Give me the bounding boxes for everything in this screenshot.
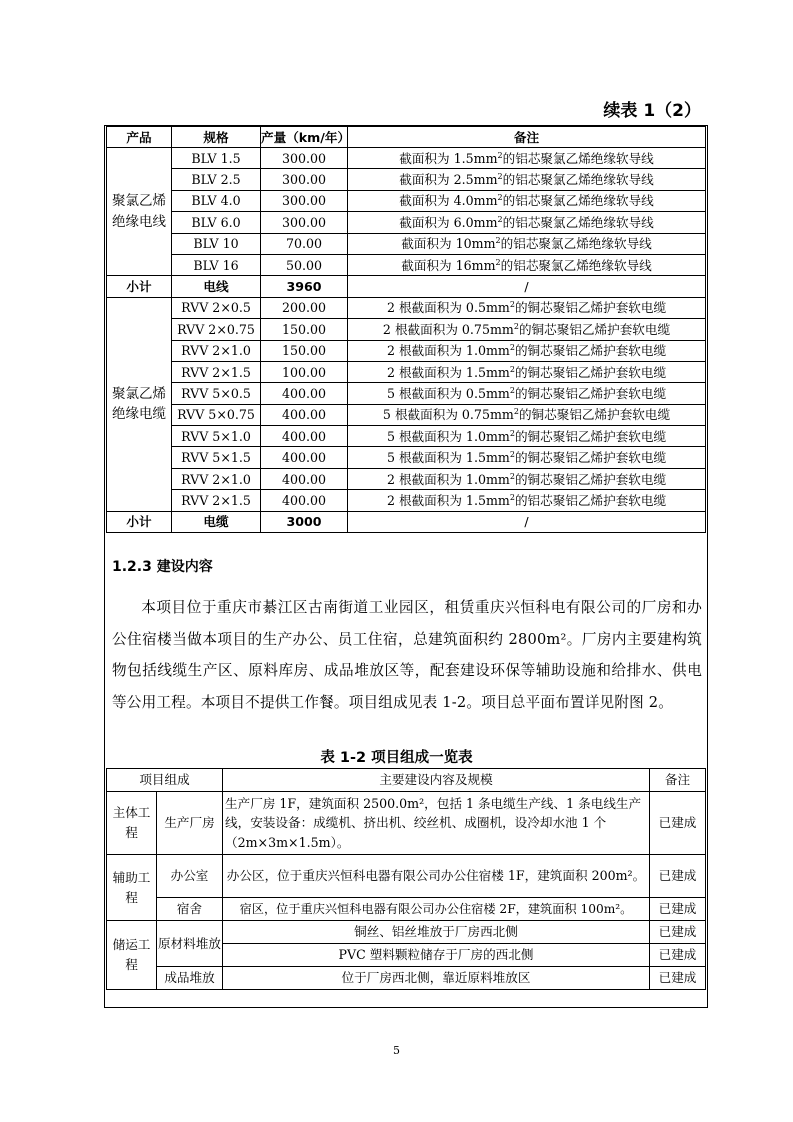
- spec-cell: RVV 2×1.5: [172, 490, 261, 511]
- qty-cell: 400.00: [261, 447, 348, 468]
- table-row: [107, 254, 706, 275]
- table-row: [107, 212, 706, 233]
- header-cell: 产品: [107, 127, 172, 148]
- note-cell: 截面积为 $16mm^2$的铝芯聚氯乙烯绝缘软导线: [348, 254, 706, 275]
- desc-cell: 办公区，位于重庆兴恒科电器有限公司办公住宿楼 1F，建筑面积 200m²。: [223, 855, 650, 898]
- note-cell: 已建成: [650, 944, 706, 967]
- item-cell: 原材料堆放: [157, 921, 223, 967]
- qty-cell: 150.00: [261, 340, 348, 361]
- spec-cell: RVV 2×0.5: [172, 297, 261, 318]
- spec-cell: BLV 1.5: [172, 148, 261, 169]
- table-row: [107, 148, 706, 169]
- desc-cell: PVC 塑料颗粒储存于厂房的西北侧: [223, 944, 650, 967]
- subtotal-qty: 3000: [261, 511, 348, 532]
- note-cell: 5 根截面积为 $0.5mm^2$的铜芯聚铝乙烯护套软电缆: [348, 383, 706, 404]
- qty-cell: 300.00: [261, 212, 348, 233]
- spec-cell: BLV 6.0: [172, 212, 261, 233]
- spec-cell: RVV 2×1.5: [172, 361, 261, 382]
- table-row: [107, 921, 706, 944]
- spec-cell: RVV 2×1.0: [172, 340, 261, 361]
- table-row: [107, 340, 706, 361]
- subtotal-note: /: [348, 511, 706, 532]
- spec-cell: RVV 2×0.75: [172, 319, 261, 340]
- product-cell: 聚氯乙烯 绝缘电线: [107, 148, 172, 276]
- table-header-row: [107, 127, 706, 148]
- subtotal-note: /: [348, 276, 706, 297]
- category-cell: 储运工程: [107, 921, 157, 990]
- note-cell: 5 根截面积为 $1.0mm^2$的铜芯聚铝乙烯护套软电缆: [348, 426, 706, 447]
- header-cell: 项目组成: [107, 769, 223, 792]
- note-cell: 已建成: [650, 898, 706, 921]
- note-cell: 已建成: [650, 967, 706, 990]
- desc-cell: 位于厂房西北侧，靠近原料堆放区: [223, 967, 650, 990]
- cable-group: [107, 297, 706, 511]
- table-row: [107, 169, 706, 190]
- qty-cell: 400.00: [261, 383, 348, 404]
- note-cell: 2 根截面积为 $1.5mm^2$的铝芯聚铝乙烯护套软电缆: [348, 490, 706, 511]
- spec-cell: RVV 5×0.75: [172, 404, 261, 425]
- cable-subtotal-row: [107, 511, 706, 532]
- note-cell: 已建成: [650, 855, 706, 898]
- qty-cell: 400.00: [261, 490, 348, 511]
- spec-cell: RVV 5×0.5: [172, 383, 261, 404]
- page-number: 5: [393, 1044, 400, 1057]
- continuation-title: 续表 1（2）: [603, 101, 701, 121]
- qty-cell: 100.00: [261, 361, 348, 382]
- spec-cell: BLV 2.5: [172, 169, 261, 190]
- desc-cell: 铜丝、铝丝堆放于厂房西北侧: [223, 921, 650, 944]
- body-paragraph: 本项目位于重庆市綦江区古南街道工业园区，租赁重庆兴恒科电有限公司的厂房和办公住宿楼当做本项目的生产办公、员工住宿，总建筑面积约 2800m²。厂房内主要建构筑物包括线缆生产区、原料库房、成品堆放区等，配套建设环保等辅助设施和给排水、供电等公用工程。本项目不提供工作餐。项目组成见表 1-2。项目总平面布置详见附图 2。: [112, 599, 702, 711]
- qty-cell: 150.00: [261, 319, 348, 340]
- table-row: [107, 190, 706, 211]
- spec-cell: RVV 2×1.0: [172, 468, 261, 489]
- subtotal-label: 小计: [107, 276, 172, 297]
- table-row: [107, 447, 706, 468]
- desc-cell: 宿区，位于重庆兴恒科电器有限公司办公住宿楼 2F，建筑面积 100m²。: [223, 898, 650, 921]
- table-row: [107, 404, 706, 425]
- product-cell: 聚氯乙烯 绝缘电缆: [107, 297, 172, 511]
- table-row: [107, 361, 706, 382]
- subtotal-label: 小计: [107, 511, 172, 532]
- wire-group: [107, 148, 706, 276]
- product-table: [106, 126, 706, 533]
- table-row: [107, 490, 706, 511]
- table-row: [107, 426, 706, 447]
- table-row: [107, 297, 706, 318]
- item-cell: 宿舍: [157, 898, 223, 921]
- table-row: [107, 383, 706, 404]
- note-cell: 5 根截面积为 $0.75mm^2$的铜芯聚铝乙烯护套软电缆: [348, 404, 706, 425]
- spec-cell: BLV 4.0: [172, 190, 261, 211]
- header-cell: 产量（km/年）: [261, 127, 348, 148]
- qty-cell: 400.00: [261, 426, 348, 447]
- qty-cell: 400.00: [261, 404, 348, 425]
- item-cell: 生产厂房: [157, 792, 223, 855]
- note-cell: 截面积为 $2.5mm^2$的铝芯聚氯乙烯绝缘软导线: [348, 169, 706, 190]
- item-cell: 成品堆放: [157, 967, 223, 990]
- note-cell: 截面积为 $4.0mm^2$的铝芯聚氯乙烯绝缘软导线: [348, 190, 706, 211]
- note-cell: 2 根截面积为 $1.5mm^2$的铜芯聚铝乙烯护套软电缆: [348, 361, 706, 382]
- note-cell: 2 根截面积为 $1.0mm^2$的铜芯聚铝乙烯护套软电缆: [348, 340, 706, 361]
- qty-cell: 300.00: [261, 169, 348, 190]
- desc-cell: 生产厂房 1F，建筑面积 2500.0m²，包括 1 条电缆生产线、1 条电线生产线，安装设备：成缆机、挤出机、绞丝机、成圈机，设冷却水池 1 个（2m×3m×1.5m）。: [223, 792, 650, 855]
- table-row: [107, 319, 706, 340]
- note-cell: 截面积为 $6.0mm^2$的铝芯聚氯乙烯绝缘软导线: [348, 212, 706, 233]
- note-cell: 截面积为 $1.5mm^2$的铝芯聚氯乙烯绝缘软导线: [348, 148, 706, 169]
- table-row: [107, 898, 706, 921]
- subtotal-qty: 3960: [261, 276, 348, 297]
- qty-cell: 200.00: [261, 297, 348, 318]
- note-cell: 已建成: [650, 921, 706, 944]
- note-cell: 截面积为 $10mm^2$的铝芯聚氯乙烯绝缘软导线: [348, 233, 706, 254]
- table-row: [107, 792, 706, 855]
- note-cell: 5 根截面积为 $1.5mm^2$的铜芯聚铝乙烯护套软电缆: [348, 447, 706, 468]
- section-heading: 1.2.3 建设内容: [112, 559, 213, 575]
- qty-cell: 300.00: [261, 190, 348, 211]
- qty-cell: 400.00: [261, 468, 348, 489]
- table-row: [107, 855, 706, 898]
- subtotal-name: 电缆: [172, 511, 261, 532]
- spec-cell: BLV 10: [172, 233, 261, 254]
- table-row: [107, 967, 706, 990]
- spec-cell: BLV 16: [172, 254, 261, 275]
- header-cell: 主要建设内容及规模: [223, 769, 650, 792]
- project-composition-table: [106, 768, 706, 990]
- spec-cell: RVV 5×1.0: [172, 426, 261, 447]
- table-row: [107, 468, 706, 489]
- header-cell: 备注: [348, 127, 706, 148]
- qty-cell: 300.00: [261, 148, 348, 169]
- table-header-row: [107, 769, 706, 792]
- note-cell: 2 根截面积为 $0.75mm^2$的铜芯聚铝乙烯护套软电缆: [348, 319, 706, 340]
- qty-cell: 70.00: [261, 233, 348, 254]
- note-cell: 已建成: [650, 792, 706, 855]
- spec-cell: RVV 5×1.5: [172, 447, 261, 468]
- note-cell: 2 根截面积为 $1.0mm^2$的铜芯聚铝乙烯护套软电缆: [348, 468, 706, 489]
- subtotal-name: 电线: [172, 276, 261, 297]
- category-cell: 主体工程: [107, 792, 157, 855]
- item-cell: 办公室: [157, 855, 223, 898]
- qty-cell: 50.00: [261, 254, 348, 275]
- wire-subtotal-row: [107, 276, 706, 297]
- category-cell: 辅助工程: [107, 855, 157, 921]
- header-cell: 规格: [172, 127, 261, 148]
- table-row: [107, 233, 706, 254]
- table2-title: 表 1-2 项目组成一览表: [320, 750, 473, 766]
- note-cell: 2 根截面积为 $0.5mm^2$的铜芯聚铝乙烯护套软电缆: [348, 297, 706, 318]
- header-cell: 备注: [650, 769, 706, 792]
